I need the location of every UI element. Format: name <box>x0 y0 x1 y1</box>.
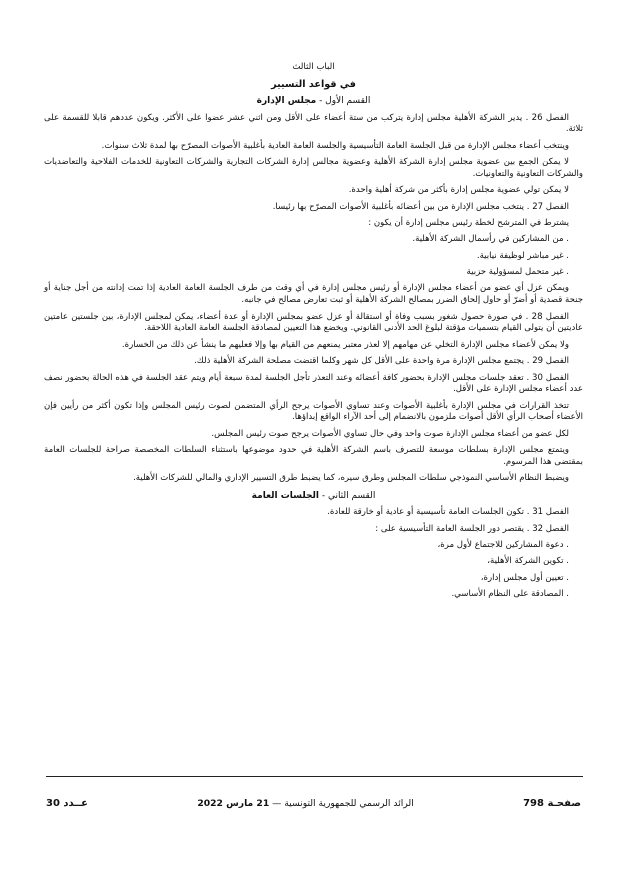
role-item: . تكوين الشركة الأهلية، <box>487 556 569 567</box>
paragraph: ويتمتع مجلس الإدارة بسلطات موسعة للتصرف باسم الشركة الأهلية في حدود موضوعها باستثناء السلطات المخصصة صراحة للجلسات العامة بمقتضى هذا المرسوم. <box>44 445 583 467</box>
article-29: الفصل 29 . يجتمع مجلس الإدارة مرة واحدة على الأقل كل شهر وكلما اقتضت مصلحة الشركة الأهلية ذلك. <box>194 356 569 367</box>
issue-date: 21 مارس 2022 <box>197 798 270 809</box>
paragraph: لا يمكن الجمع بين عضوية مجلس إدارة الشركة الأهلية وعضوية مجالس إدارة الشركات التجارية والشركات التعاونية للخدمات الفلاحية والتعاضديات والشركات التعاونية والتعاونيات. <box>44 157 583 179</box>
journal-line <box>197 798 413 809</box>
section-1-prefix: القسم الأول - <box>316 96 371 107</box>
section-heading-2 <box>44 490 583 502</box>
page-footer <box>46 798 581 809</box>
paragraph: يشترط في المترشح لخطة رئيس مجلس إدارة أن يكون : <box>368 217 569 228</box>
paragraph: تتخذ القرارات في مجلس الإدارة بأغلبية الأصوات وعند تساوي الأصوات يرجح الرأي المتضمن لصوت رئيس المجلس وإذا تكون أكثر من رأيين فإن الأعضاء أصحاب الرأي الأقل أصوات ملزمون بالانضمام إلى أحد الآراء الواقع إبداؤها. <box>44 400 583 423</box>
paragraph: ولا يمكن لأعضاء مجلس الإدارة التخلي عن مهامهم إلا لعذر معتبر يمنعهم من القيام بها وإلا فعليهم ما ينشأ عن ذلك من الخسارة. <box>121 339 569 350</box>
article-27: الفصل 27 . ينتخب مجلس الإدارة من بين أعضائه بأغلبية الأصوات المصرّح بها رئيسا. <box>272 201 569 212</box>
role-item: . تعيين أول مجلس إدارة، <box>480 572 569 583</box>
article-28: الفصل 28 . في صورة حصول شغور بسبب وفاة أو استقالة أو عزل عضو بمجلس الإدارة أو عدة أعضاء، يمكن لمجلس الإدارة، بين جلستين عامتين عاديتين أن يتولى القيام بتسميات مؤقتة لبلوغ الحد الأدنى القانوني. ويخضع هذا التعيين لمصادقة الجلسة العامة العادية اللاحقة. <box>44 311 583 334</box>
document-body <box>44 62 583 605</box>
issue-number: عــدد 30 <box>46 798 88 809</box>
article-32: الفصل 32 . يقتصر دور الجلسة العامة التأسيسية على : <box>375 523 569 534</box>
paragraph: وينتخب أعضاء مجلس الإدارة من قبل الجلسة العامة التأسيسية والجلسة العامة العادية بأغلبية الأصوات المصرّح بها لمدة ثلاث سنوات. <box>101 140 569 151</box>
section-1-name: مجلس الإدارة <box>256 96 317 107</box>
footer-divider <box>46 776 583 777</box>
article-30: الفصل 30 . تعقد جلسات مجلس الإدارة بحضور كافة أعضائه وعند التعذر تأجل الجلسة لمدة سبعة أيام ويتم عقد الجلسة في هذه الحالة بحضور نصف عدد أعضاء مجلس الإدارة على الأقل. <box>44 372 583 395</box>
article-26: الفصل 26 . يدير الشركة الأهلية مجلس إدارة يتركب من ستة أعضاء على الأقل ومن اثني عشر عضوا على الأكثر. ويكون عددهم قابلا للقسمة على ثلاثة. <box>44 112 583 135</box>
paragraph: ويضبط النظام الأساسي النموذجي سلطات المجلس وطرق سيره، كما يضبط طرق التسيير الإداري والمالي للشركات الأهلية. <box>133 473 569 484</box>
condition-item: . غير متحمل لمسؤولية حزبية <box>466 267 569 278</box>
paragraph: ويمكن عزل أي عضو من أعضاء مجلس الإدارة أو رئيس مجلس إدارة في أي وقت من طرف الجلسة العامة العادية إذا تمت إدانته من أجل جناية أو جنحة قصدية أو أضرّ أو حاول إلحاق الضرر بمصالح الشركة الأهلية أو ثبت تعارض مصالح في جانبه. <box>44 283 583 306</box>
page-number: صفحـة 798 <box>523 798 581 809</box>
section-heading-1 <box>44 95 583 107</box>
condition-item: . من المشاركين في رأسمال الشركة الأهلية. <box>412 234 569 245</box>
article-31: الفصل 31 . تكون الجلسات العامة تأسيسية أو عادية أو خارقة للعادة. <box>327 507 569 518</box>
role-item: . دعوة المشاركين للاجتماع لأول مرة، <box>437 539 569 550</box>
paragraph: لا يمكن تولي عضوية مجلس إدارة بأكثر من شركة أهلية واحدة. <box>348 185 569 196</box>
section-2-prefix: القسم الثاني - <box>318 490 376 501</box>
section-2-name: الجلسات العامة <box>251 490 319 501</box>
paragraph: لكل عضو من أعضاء مجلس الإدارة صوت واحد وفي حال تساوي الأصوات يرجح صوت رئيس المجلس. <box>211 428 569 439</box>
chapter-title: في قواعد التسيير <box>271 78 356 90</box>
chapter-heading: الباب الثالث <box>292 62 335 72</box>
role-item: . المصادقة على النظام الأساسي. <box>451 589 569 599</box>
condition-item: . غير مباشر لوظيفة نيابية. <box>476 250 569 261</box>
journal-name: الرائد الرسمي للجمهورية التونسية — <box>269 798 414 809</box>
